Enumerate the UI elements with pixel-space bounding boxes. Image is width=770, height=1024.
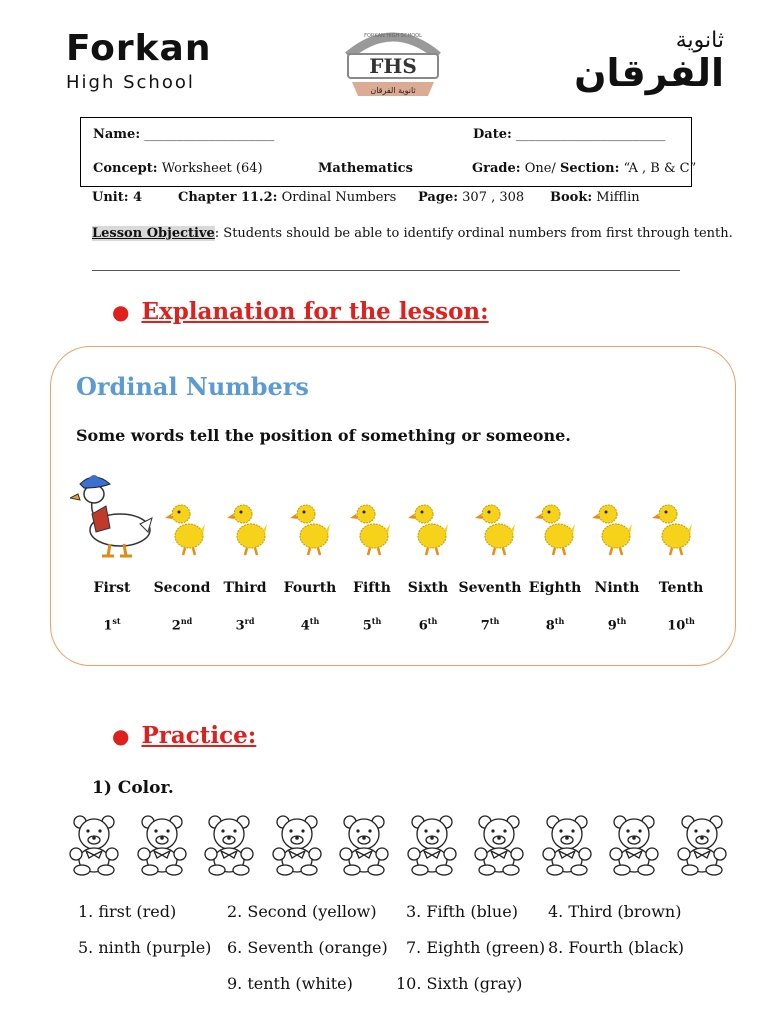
lesson-meta-row <box>92 190 742 208</box>
duck-icon <box>592 500 632 556</box>
ordinal-title: Ordinal Numbers <box>76 372 309 401</box>
ordinal-word: Eighth <box>528 580 582 596</box>
teddy-bear-icon[interactable] <box>471 814 527 876</box>
bullet-icon: ● <box>112 300 130 324</box>
ordinal-word: Ninth <box>594 580 640 596</box>
divider-line <box>92 270 680 271</box>
date-field[interactable]: Date: _______________________ <box>473 127 666 142</box>
unit-label: Unit: 4 <box>92 190 143 205</box>
teddy-bear-icon[interactable] <box>606 814 662 876</box>
subject-label: Mathematics <box>318 161 413 176</box>
ordinal-number: 8th <box>545 616 565 634</box>
goose-icon <box>70 472 154 558</box>
student-info-box <box>80 117 697 187</box>
name-field[interactable]: Name: ____________________ <box>93 127 275 142</box>
duck-icon <box>408 500 448 556</box>
teddy-bear-icon[interactable] <box>674 814 730 876</box>
school-name-ar <box>574 28 724 93</box>
color-task: 5. ninth (purple) <box>78 938 212 957</box>
brand-title-en: Forkan <box>66 28 212 69</box>
logo-arc-text: FORKAN HIGH SCHOOL <box>364 33 422 39</box>
ordinal-number: 10th <box>667 616 695 634</box>
teddy-bear-icon[interactable] <box>269 814 325 876</box>
duck-icon <box>652 500 692 556</box>
ordinal-number: 9th <box>607 616 627 634</box>
color-task: 9. tenth (white) <box>227 974 353 993</box>
ordinal-word: Fifth <box>353 580 391 596</box>
brand-title-ar: الفرقان <box>574 51 724 95</box>
practice-heading: ● Practice: <box>112 722 257 749</box>
ordinal-number: 2nd <box>171 616 193 634</box>
book-field: Book: Mifflin <box>550 190 640 205</box>
objective-label: Lesson Objective <box>92 226 215 241</box>
ordinal-number: 3rd <box>235 616 255 634</box>
grade-field: Grade: One/ Section: “A , B & C” <box>472 161 697 176</box>
color-task: 6. Seventh (orange) <box>227 938 388 957</box>
ordinal-word: Third <box>223 580 267 596</box>
color-task: 8. Fourth (black) <box>548 938 685 957</box>
duck-icon <box>227 500 267 556</box>
school-logo <box>338 24 448 100</box>
ordinal-number: 1st <box>103 616 121 634</box>
color-task: 7. Eighth (green) <box>406 938 546 957</box>
teddy-bear-icon[interactable] <box>134 814 190 876</box>
lesson-objective <box>92 226 733 241</box>
ordinal-number: 6th <box>418 616 438 634</box>
bullet-icon: ● <box>112 724 130 748</box>
explanation-heading: ● Explanation for the lesson: <box>112 298 489 325</box>
teddy-bear-icon[interactable] <box>336 814 392 876</box>
ordinal-number: 5th <box>362 616 382 634</box>
duck-icon <box>165 500 205 556</box>
duck-icon <box>535 500 575 556</box>
objective-text: : Students should be able to identify ordinal numbers from first through tenth. <box>214 226 733 241</box>
school-name-en <box>66 30 211 93</box>
teddy-bear-icon[interactable] <box>66 814 122 876</box>
logo-text: FHS <box>369 54 417 78</box>
ordinal-word: Second <box>153 580 211 596</box>
logo-ar-text: ثانوية الفرقان <box>370 86 416 95</box>
chapter-field: Chapter 11.2: Ordinal Numbers <box>178 190 397 205</box>
practice-question: 1) Color. <box>92 778 174 798</box>
brand-subtitle-en: High School <box>66 72 195 93</box>
teddy-bear-icon[interactable] <box>404 814 460 876</box>
brand-title-ar-small: ثانوية <box>675 28 724 53</box>
ordinal-subtitle: Some words tell the position of something or someone. <box>76 426 571 445</box>
ordinal-word: Tenth <box>658 580 704 596</box>
ordinal-word: Fourth <box>283 580 337 596</box>
color-task: 10. Sixth (gray) <box>396 974 523 993</box>
color-task: 1. first (red) <box>78 902 177 921</box>
color-task: 4. Third (brown) <box>548 902 682 921</box>
concept-field: Concept: Worksheet (64) <box>93 161 263 176</box>
color-task: 2. Second (yellow) <box>227 902 377 921</box>
duck-icon <box>475 500 515 556</box>
teddy-bear-icon[interactable] <box>539 814 595 876</box>
ordinal-word: Seventh <box>458 580 522 596</box>
ordinal-word: Sixth <box>407 580 449 596</box>
page-field: Page: 307 , 308 <box>418 190 525 205</box>
duck-icon <box>350 500 390 556</box>
color-task: 3. Fifth (blue) <box>406 902 518 921</box>
teddy-bear-icon[interactable] <box>201 814 257 876</box>
ordinal-word: First <box>93 580 131 596</box>
ordinal-number: 7th <box>480 616 500 634</box>
ordinal-number: 4th <box>300 616 320 634</box>
duck-icon <box>290 500 330 556</box>
